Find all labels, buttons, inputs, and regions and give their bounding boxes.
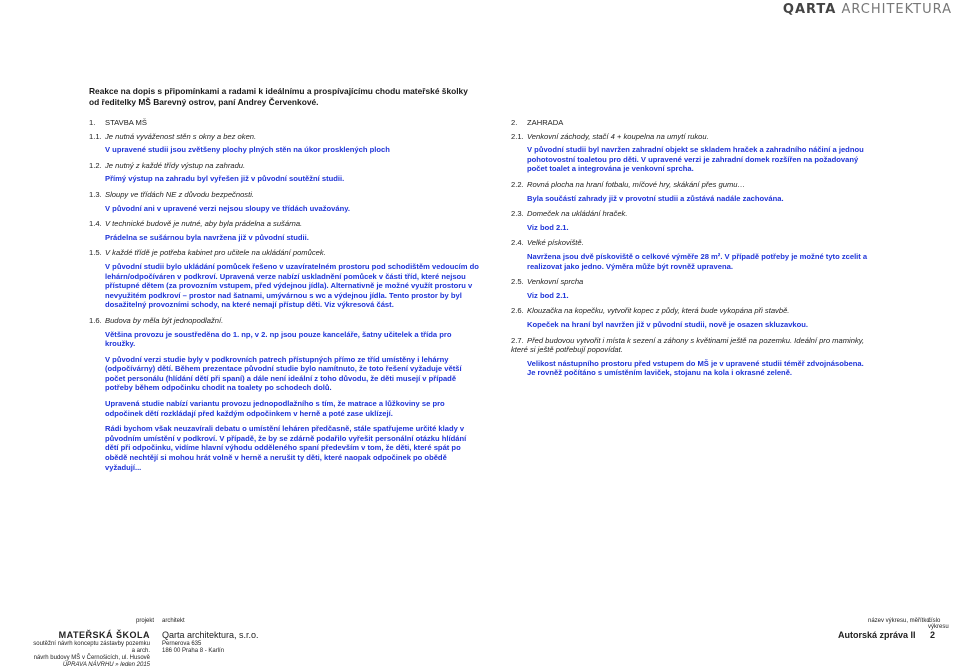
title-block — [0, 616, 960, 668]
request-text: Budova by měla být jednopodlažní. — [105, 315, 224, 325]
section-title — [89, 118, 479, 128]
logo-text: ARCHITEKTURA — [841, 2, 952, 17]
response-paragraph: V upravené studii jsou zvětšeny plochy plných stěn na úkor prosklených ploch — [105, 145, 390, 155]
item-number: 1.5. — [89, 248, 102, 258]
response-paragraph: Prádelna se sušárnou byla navržena již v původní studii. — [105, 232, 309, 242]
intro-line: od ředitelky MŠ Barevný ostrov, paní Andrey Červenkové. — [89, 96, 319, 107]
item-number: 1.3. — [89, 189, 102, 199]
section-title-text: ZAHRADA — [527, 118, 564, 127]
project-desc: soutěžní návrh konceptu zástavby pozemku a arch. — [33, 641, 150, 654]
company-logo — [783, 2, 952, 17]
project-name: MATEŘSKÁ ŠKOLA — [58, 630, 150, 640]
request-item — [511, 306, 871, 316]
response-paragraph: Rádi bychom však neuzavírali debatu o umístění leháren předčasně, stále spatřujeme určité klady v původním umístění v podkroví. V případě, že by se zdárně podařilo vyřešit personální otázku hlídání dětí při odpočinku, vidíme hlavní výhodu odděleného spaní především v tom, že děti, které spát po obědě nechtějí si mohou hrát volně v herně a nerušit ty děti, které naopak odpočinek po obědě vyžadují... — [105, 424, 467, 472]
drawing-number: 2 — [930, 630, 936, 640]
request-item — [511, 277, 871, 287]
item-number: 1.6. — [89, 315, 102, 325]
section-number: 2. — [511, 118, 518, 127]
request-text: Velké pískoviště. — [527, 238, 584, 248]
request-text: Venkovní záchody, stačí 4 + koupelna na umytí rukou. — [527, 131, 709, 141]
response-paragraph: V původní studii byl navržen zahradní objekt se skladem hraček a zahradního náčiní a jednou pohotovostní toaletou pro děti. V upravené verzi je zahradní domek rozšířen na požadovaný počet toalet a integrována je venkovní sprcha. — [527, 145, 864, 174]
request-text: Před budovou vytvořit i místa k sezení a záhony s květinami ještě na pozemku. Ideální pro maminky, které si ještě potřebují popovídat. — [511, 335, 865, 355]
response-paragraph: V původní ani v upravené verzi nejsou sloupy ve třídách uvažovány. — [105, 203, 351, 213]
request-text: V technické budově je nutné, aby byla prádelna a sušárna. — [105, 219, 303, 229]
response-paragraph: Velikost nástupního prostoru před vstupem do MŠ je v upravené studii téměř zdvojnásobena. Je rovněž počítáno s umístěním laviček, stojanu na kola i okrasné zeleně. — [527, 358, 864, 378]
section-building — [89, 118, 479, 478]
item-number: 2.2. — [511, 179, 524, 189]
item-number: 1.4. — [89, 219, 102, 229]
request-item — [89, 219, 479, 229]
item-number: 1.2. — [89, 160, 102, 170]
request-item — [89, 248, 479, 258]
request-item — [511, 132, 871, 142]
request-item — [89, 132, 479, 142]
response-paragraph: Navržena jsou dvě pískoviště o celkové výměře 28 m². V případě potřeby je možné tyto zcelit a realizovat jako jedno. Výměra může být rovněž upravena. — [527, 251, 868, 271]
item-number: 2.3. — [511, 209, 524, 219]
architect-label: architekt — [162, 618, 185, 624]
request-item — [511, 336, 871, 355]
request-item — [511, 209, 871, 219]
item-number: 2.5. — [511, 277, 524, 287]
request-item — [89, 161, 479, 171]
response-paragraph: Viz bod 2.1. — [527, 222, 569, 232]
project-info — [30, 630, 150, 669]
request-text: V každé třídě je potřeba kabinet pro učitele na ukládání pomůcek. — [105, 248, 326, 258]
response-paragraph: Viz bod 2.1. — [527, 290, 569, 300]
response-paragraph: Byla součástí zahrady již v provotní studii a zůstává nadále zachována. — [527, 193, 784, 203]
request-text: Rovná plocha na hraní fotbalu, míčové hry, skákání přes gumu… — [527, 179, 746, 189]
project-revision: ÚPRAVA NÁVRHU » leden 2015 — [62, 662, 150, 668]
request-text: Je nutná vyváženost stěn s okny a bez oken. — [105, 131, 257, 141]
section-title-text: STAVBA MŠ — [105, 118, 147, 127]
drawing-number-label: číslo výkresu — [928, 618, 949, 630]
section-number: 1. — [89, 118, 96, 127]
request-text: Klouzačka na kopečku, vytvořit kopec z půdy, která bude vykopána při stavbě. — [527, 306, 790, 316]
logo-mark: QARTA — [782, 2, 837, 17]
response-paragraph: Přímý výstup na zahradu byl vyřešen již v původní soutěžní studii. — [105, 174, 345, 184]
request-item — [511, 238, 871, 248]
item-number: 1.1. — [89, 131, 102, 141]
item-number: 2.4. — [511, 238, 524, 248]
request-text: Sloupy ve třídách NE z důvodu bezpečnosti. — [105, 189, 255, 199]
request-text: Venkovní sprcha — [527, 277, 584, 287]
intro-line: Reakce na dopis s připomínkami a radami k ideálnímu a prospívajícímu chodu mateřské školky — [89, 86, 468, 96]
architect-info — [162, 630, 259, 655]
drawing-name-label: název výkresu, měřítko — [868, 618, 930, 624]
item-number: 2.6. — [511, 306, 524, 316]
request-item — [511, 180, 871, 190]
request-text: Domeček na ukládání hraček. — [527, 209, 628, 219]
intro-heading — [89, 86, 469, 108]
section-garden — [511, 118, 871, 384]
project-label: projekt — [136, 618, 155, 624]
request-item — [89, 190, 479, 200]
response-paragraph: V původní studii bylo ukládání pomůcek řešeno v uzavíratelném prostoru pod schodištěm vedoucím do lehárn/odpočíváren v podkroví. Upravená verze nabízí uskladnění pomůcek v části tříd, které nejsou přístupné dětem (za provozním vstupem, před výdejnou jídla). Alternativně je možné využít prostoru v nevyužitém podkroví – prostor nad šatnami, umývárnou s wc a výdejnou jídla. Tento prostor by byl dosažitelný provozními schody, na které nemají přístup děti. Viz výkresová část. — [105, 261, 479, 310]
response-paragraph: Upravená studie nabízí variantu provozu jednopodlažního s tím, že matrace a lůžkoviny se pro odpočinek dětí rozkládají před každým odpočinkem v herně a poté zase uklízejí. — [105, 399, 445, 418]
section-title — [511, 118, 871, 128]
project-desc: návrh budovy MŠ v Černošicích, ul. Husově — [33, 655, 150, 661]
request-item — [89, 316, 479, 326]
response-paragraph: Kopeček na hraní byl navržen již v původní studii, nově je osazen skluzavkou. — [527, 319, 809, 329]
request-text: Je nutný z každé třídy výstup na zahradu. — [105, 160, 246, 170]
response-paragraph: Většina provozu je soustředěna do 1. np, v 2. np jsou pouze kanceláře, šatny učitelek a třída pro kroužky. — [105, 329, 452, 349]
response-paragraph: V původní verzi studie byly v podkrovních patrech přístupných přímo ze tříd umístěny i lehárny (odpočívárny) dětí. Během prezentace původní studie bylo namítnuto, že toto řešení vyžaduje větší počet personálu (hlídání dětí při spaní) a dále není ideální z toho důvodu, že děti musejí v případě potřeby během odpočinku chodit na toalety po schodech dolů. — [105, 354, 462, 393]
architect-name: Qarta architektura, s.r.o. — [162, 630, 259, 640]
architect-city: 186 00 Praha 8 - Karlín — [162, 648, 225, 654]
drawing-title: Autorská zpráva II — [838, 630, 916, 640]
item-number: 2.1. — [511, 131, 524, 141]
architect-street: Pernerova 635 — [162, 641, 202, 647]
item-number: 2.7. — [511, 335, 524, 345]
